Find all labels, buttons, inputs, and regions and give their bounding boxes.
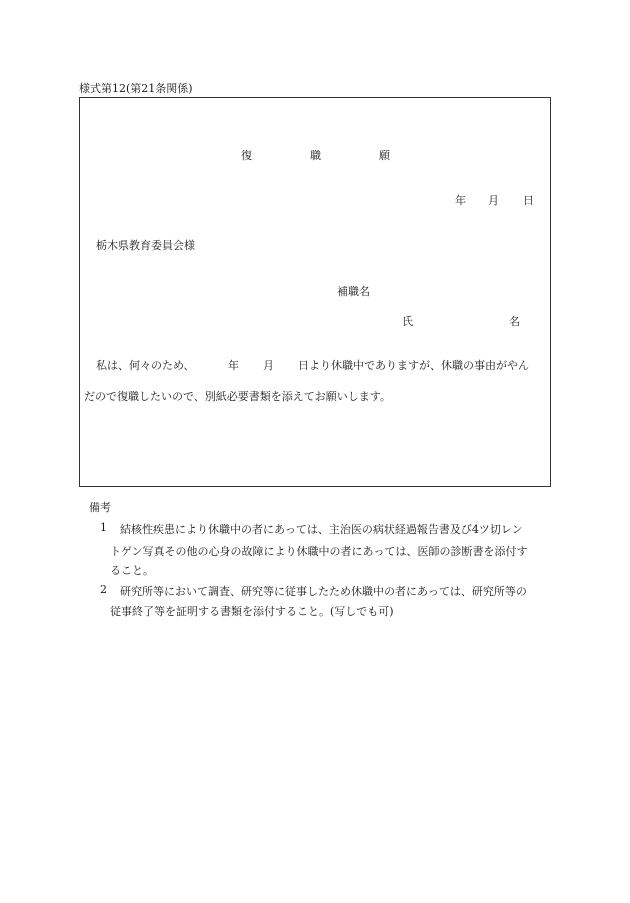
- note-1-line-1: 結核性疾患により休職中の者にあっては、主治医の病状経過報告書及び4ツ切レン: [120, 523, 523, 536]
- body-line1-part-a: 私は、何々のため、: [96, 359, 195, 372]
- body-line1-year: 年: [228, 359, 239, 372]
- date-year-label: 年: [455, 194, 466, 207]
- date-day-label: 日: [523, 194, 534, 207]
- notes-heading: 備考: [89, 501, 111, 514]
- body-line1-month: 月: [263, 359, 274, 372]
- position-label: 補職名: [337, 285, 370, 298]
- body-line2: だので復職したいので、別紙必要書類を添えてお願いします。: [84, 390, 391, 403]
- note-2-line-2: 従事終了等を証明する書類を添付すること。(写しでも可): [110, 605, 394, 618]
- note-1-line-3: ること。: [110, 564, 154, 577]
- title-char-2: 職: [310, 149, 321, 162]
- body-line1-part-b: 日より休職中でありますが、休職の事由がやん: [298, 359, 529, 372]
- note-2-number: 2: [100, 583, 107, 596]
- note-1-number: 1: [100, 521, 107, 534]
- addressee: 栃木県教育委員会様: [96, 239, 195, 252]
- name-label-second: 名: [509, 315, 520, 328]
- title-char-1: 復: [241, 149, 252, 162]
- date-month-label: 月: [488, 194, 499, 207]
- form-number-label: 様式第12(第21条関係): [79, 82, 193, 95]
- title-char-3: 願: [379, 149, 390, 162]
- note-1-line-2: トゲン写真その他の心身の故障により休職中の者にあっては、医師の診断書を添付す: [110, 545, 528, 558]
- name-label-first: 氏: [402, 315, 413, 328]
- note-2-line-1: 研究所等において調査、研究等に従事したため休職中の者にあっては、研究所等の: [120, 585, 527, 598]
